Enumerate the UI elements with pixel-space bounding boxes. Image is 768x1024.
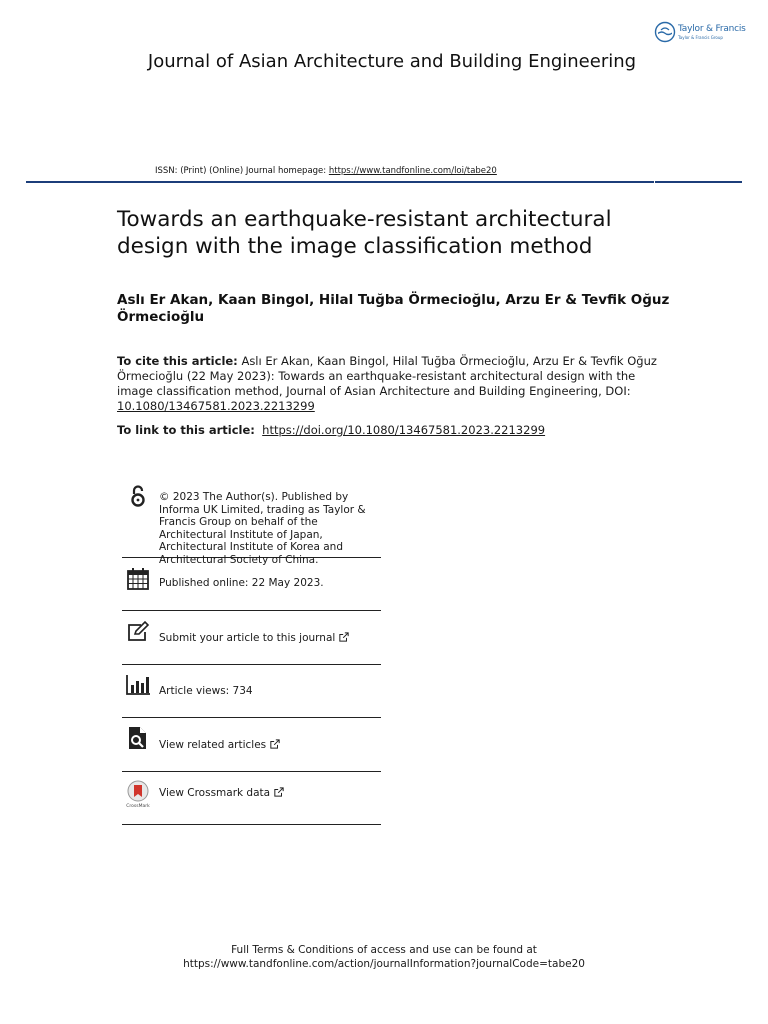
cite-label: To cite this article: [117, 354, 238, 368]
article-doi-link[interactable]: https://doi.org/10.1080/13467581.2023.2213299 [262, 423, 546, 437]
article-info-panel [122, 484, 381, 825]
views-row [122, 665, 381, 718]
taylor-francis-logo-icon [654, 21, 676, 43]
issn-line [155, 166, 497, 176]
related-articles-link[interactable] [159, 739, 280, 752]
crossmark-row[interactable] [122, 772, 381, 825]
article-views-text: Article views: 734 [159, 685, 253, 697]
submit-row[interactable] [122, 611, 381, 665]
document-search-icon [126, 726, 150, 750]
article-title: Towards an earthquake-resistant architectural design with the image classification method [117, 207, 612, 259]
footer-line-1: Full Terms & Conditions of access and use can be found at [231, 944, 537, 956]
related-row[interactable] [122, 718, 381, 772]
article-authors: Aslı Er Akan, Kaan Bingol, Hilal Tuğba Örmecioğlu, Arzu Er & Tevfik Oğuz Örmecioğlu [117, 292, 670, 325]
footer [0, 943, 768, 971]
submit-article-link[interactable] [159, 632, 349, 645]
published-text: Published online: 22 May 2023. [159, 577, 324, 589]
external-link-icon [270, 739, 280, 749]
related-text: View related articles [159, 739, 267, 751]
open-access-icon [126, 484, 150, 508]
publisher-name: Taylor & Francis [678, 24, 746, 34]
crossmark-text: View Crossmark data [159, 787, 271, 799]
published-row [122, 558, 381, 611]
header-rule [26, 181, 742, 183]
header-rule-notch [654, 179, 655, 185]
crossmark-link[interactable] [159, 787, 284, 800]
bar-chart-icon [126, 673, 150, 697]
journal-title: Journal of Asian Architecture and Building Engineering [147, 51, 637, 72]
footer-line-2[interactable]: https://www.tandfonline.com/action/journalInformation?journalCode=tabe20 [183, 958, 585, 970]
open-access-row [122, 484, 381, 566]
calendar-icon [126, 567, 150, 591]
open-access-text: © 2023 The Author(s). Published by Informa UK Limited, trading as Taylor & Francis Group on behalf of the Architectural Institute of Japan, Architectural Institute of Korea and Architectural Society of China. [159, 491, 366, 566]
crossmark-logo-text: CrossMark [126, 804, 150, 808]
issn-prefix: ISSN: (Print) (Online) Journal homepage: [155, 166, 329, 176]
external-link-icon [274, 787, 284, 797]
cite-doi-link[interactable]: 10.1080/13467581.2023.2213299 [117, 399, 315, 413]
submit-text: Submit your article to this journal [159, 632, 336, 644]
publisher-logo [654, 21, 754, 47]
external-link-icon [339, 632, 349, 642]
cite-text: Aslı Er Akan, Kaan Bingol, Hilal Tuğba Örmecioğlu, Arzu Er & Tevfik Oğuz Örmecioğlu (22 May 2023): Towards an earthquake-resistant architectural design with the image classification method, Journal of Asian Architecture and Building Engineering, DOI: [117, 354, 657, 398]
journal-homepage-link[interactable]: https://www.tandfonline.com/loi/tabe20 [328, 166, 497, 176]
link-label: To link to this article: [117, 423, 255, 437]
edit-icon [126, 620, 150, 644]
publisher-group: Taylor & Francis Group [678, 35, 723, 40]
article-link-line [117, 423, 677, 438]
crossmark-icon [126, 780, 150, 808]
citation-block [117, 354, 657, 414]
